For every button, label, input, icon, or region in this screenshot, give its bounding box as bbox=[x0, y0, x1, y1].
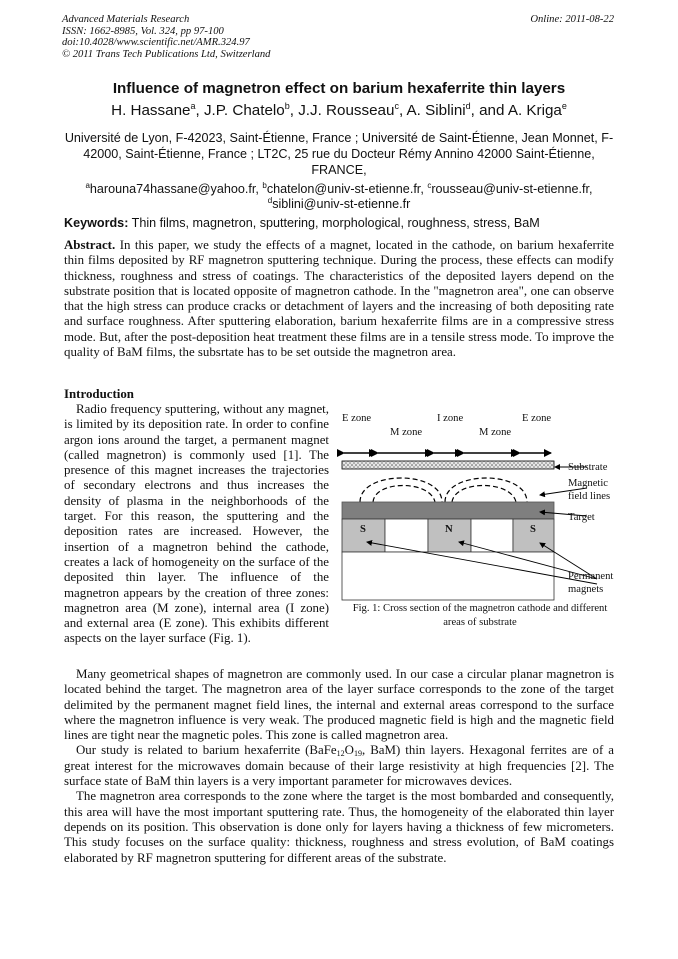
section-heading-introduction: Introduction bbox=[64, 387, 134, 401]
author-list: H. Hassane$^a$, J.P. Chatelo$^b$, J.J. Rousseau$^c$, A. Siblini$^d$, and A. Kriga$^e$ bbox=[111, 101, 567, 119]
journal-header bbox=[62, 14, 270, 60]
copyright-line: © 2011 Trans Tech Publications Ltd, Switzerland bbox=[62, 48, 271, 60]
label-i-zone: I zone bbox=[437, 413, 464, 424]
intro-paragraph-4: The magnetron area corresponds to the zone where the target is the most bombarded and consequently, this area will have the most important sputtering rate. Thus, the homogeneity of the elaborated thin layer depends on its position. This observation is done only for layers having a thickness of few micrometers. This study focuses on the surface quality: thickness, roughness and stress evolution, of BaM coatings elaborated by RF magnetron sputtering for different areas of the substrate. bbox=[64, 789, 614, 865]
author-3: J.J. Rousseau$^c$ bbox=[298, 101, 399, 119]
label-substrate: Substrate bbox=[568, 462, 608, 473]
label-e-zone-right: E zone bbox=[522, 413, 552, 424]
keywords-label: Keywords: bbox=[64, 216, 129, 230]
abstract-label: Abstract. bbox=[64, 238, 116, 252]
affiliation: Université de Lyon, F-42023, Saint-Étienne, France ; Université de Saint-Étienne, Jean Monnet, F-42000, Saint-Étienne, France ; LT2C, 25 rue du Docteur Rémy Annino 42000 Saint-Étienne, FRANCE, bbox=[64, 131, 614, 177]
label-m-zone-left: M zone bbox=[390, 427, 423, 438]
intro-paragraph-3: Our study is related to barium hexaferrite ($BaFe_{12}O_{19}$, BaM) thin layers. Hexagonal ferrites are of a great interest for the microwaves domain because of their large resistivity at high frequencies [2]. The surface state of BaM thin layers is a very important parameter for microwaves devices. bbox=[64, 743, 614, 789]
keywords bbox=[64, 216, 540, 230]
email-a[interactable]: $^a$harouna74hassane@yahoo.fr bbox=[85, 181, 256, 196]
issn-line: ISSN: 1662-8985, Vol. 324, pp 97-100 bbox=[62, 25, 224, 37]
intro-continued bbox=[64, 667, 614, 866]
email-list: $^a$harouna74hassane@yahoo.fr, $^b$chatelon@univ-st-etienne.fr, $^c$rousseau@univ-st-etienne.fr, $^d$siblini@univ-st-etienne.fr bbox=[85, 181, 593, 211]
intro-paragraph-1: Radio frequency sputtering, without any magnet, is limited by its deposition rate. In order to confine argon ions around the target, a permanent magnet (called magnetron) is commonly used [1]. The presence of this magnet increases the trajectories of secondary electrons and thus increases the density of plasma in the neighborhoods of the target. For this reason, the sputtering and the deposition rates are increased. However, the insertion of a magnetron behind the cathode, creates a lack of homogeneity on the surface of the deposited thin layer. The influence of the magnetron appears by the creation of three zones: magnetron area (M zone), internal area (I zone) and external area (E zone). This exhibits different aspects on the layer surface (Fig. 1). bbox=[64, 402, 329, 646]
author-5: A. Kriga$^e$ bbox=[507, 101, 567, 119]
label-e-zone-left: E zone bbox=[342, 413, 372, 424]
pole-n: N bbox=[445, 524, 453, 535]
paper-title: Influence of magnetron effect on barium hexaferrite thin layers bbox=[112, 80, 566, 97]
target-plate bbox=[342, 502, 554, 519]
online-date: Online: 2011-08-22 bbox=[530, 14, 614, 25]
abstract-text: In this paper, we study the effects of a magnet, located in the cathode, on barium hexaferrite thin films deposited by RF magnetron sputtering technique. During the process, these effects can modify thickness, roughness and stress of coatings. The characteristics of the deposited layers depend on the substrate position that is located opposite of magnetron cathode. In the "magnetron area", one can observe that the high stress can produce cracks or detachment of layers and the increasing of both depositing rate and surface roughness. After sputtering elaboration, barium hexaferrite films are in a compressive stress mode. But, after the post-deposition heat treatment these films are in a tensile stress mode. To improve the quality of BaM films, the subsrtate has to be set outside the magnetron area. bbox=[64, 238, 614, 360]
figure-1-caption bbox=[335, 602, 625, 629]
label-permanent-magnets-2: magnets bbox=[568, 584, 604, 595]
label-permanent-magnets-1: Permanent bbox=[568, 571, 614, 582]
caption-line-2: areas of substrate bbox=[443, 616, 517, 628]
doi-line: doi:10.4028/www.scientific.net/AMR.324.97 bbox=[62, 37, 250, 49]
magnet-gap-left bbox=[385, 519, 428, 552]
email-b[interactable]: $^b$chatelon@univ-st-etienne.fr bbox=[262, 181, 421, 196]
keywords-text: Thin films, magnetron, sputtering, morphological, roughness, stress, BaM bbox=[131, 216, 540, 230]
label-magnetic-field-lines-2: field lines bbox=[568, 491, 611, 502]
caption-line-1: Fig. 1: Cross section of the magnetron cathode and different bbox=[352, 603, 608, 614]
pole-s-right: S bbox=[530, 524, 536, 535]
substrate-bar bbox=[342, 461, 554, 469]
author-1: H. Hassane$^a$ bbox=[111, 101, 196, 119]
label-m-zone-right: M zone bbox=[479, 427, 512, 438]
pole-s-left: S bbox=[360, 524, 366, 535]
author-2: J.P. Chatelo$^b$ bbox=[203, 101, 290, 119]
magnetic-field-lines bbox=[360, 478, 527, 502]
journal-name: Advanced Materials Research bbox=[62, 14, 190, 25]
email-d[interactable]: $^d$siblini@univ-st-etienne.fr bbox=[267, 196, 411, 211]
email-c[interactable]: $^c$rousseau@univ-st-etienne.fr bbox=[427, 181, 590, 196]
author-4: A. Siblini$^d$ bbox=[406, 101, 471, 119]
label-target: Target bbox=[568, 512, 595, 523]
abstract bbox=[64, 238, 614, 360]
intro-paragraph-2: Many geometrical shapes of magnetron are commonly used. In our case a circular planar magnetron is located behind the target. The magnetron area of the layer surface corresponds to the zone of the target delimited by the permanent magnet field lines, the internal and external areas correspond to the surface where the magnetron influence is very weak. The produced magnetic field is high and the magnetic field lines are tight near the magnetic poles. This zone is called magnetron area. bbox=[64, 667, 614, 743]
label-magnetic-field-lines-1: Magnetic bbox=[568, 478, 609, 489]
